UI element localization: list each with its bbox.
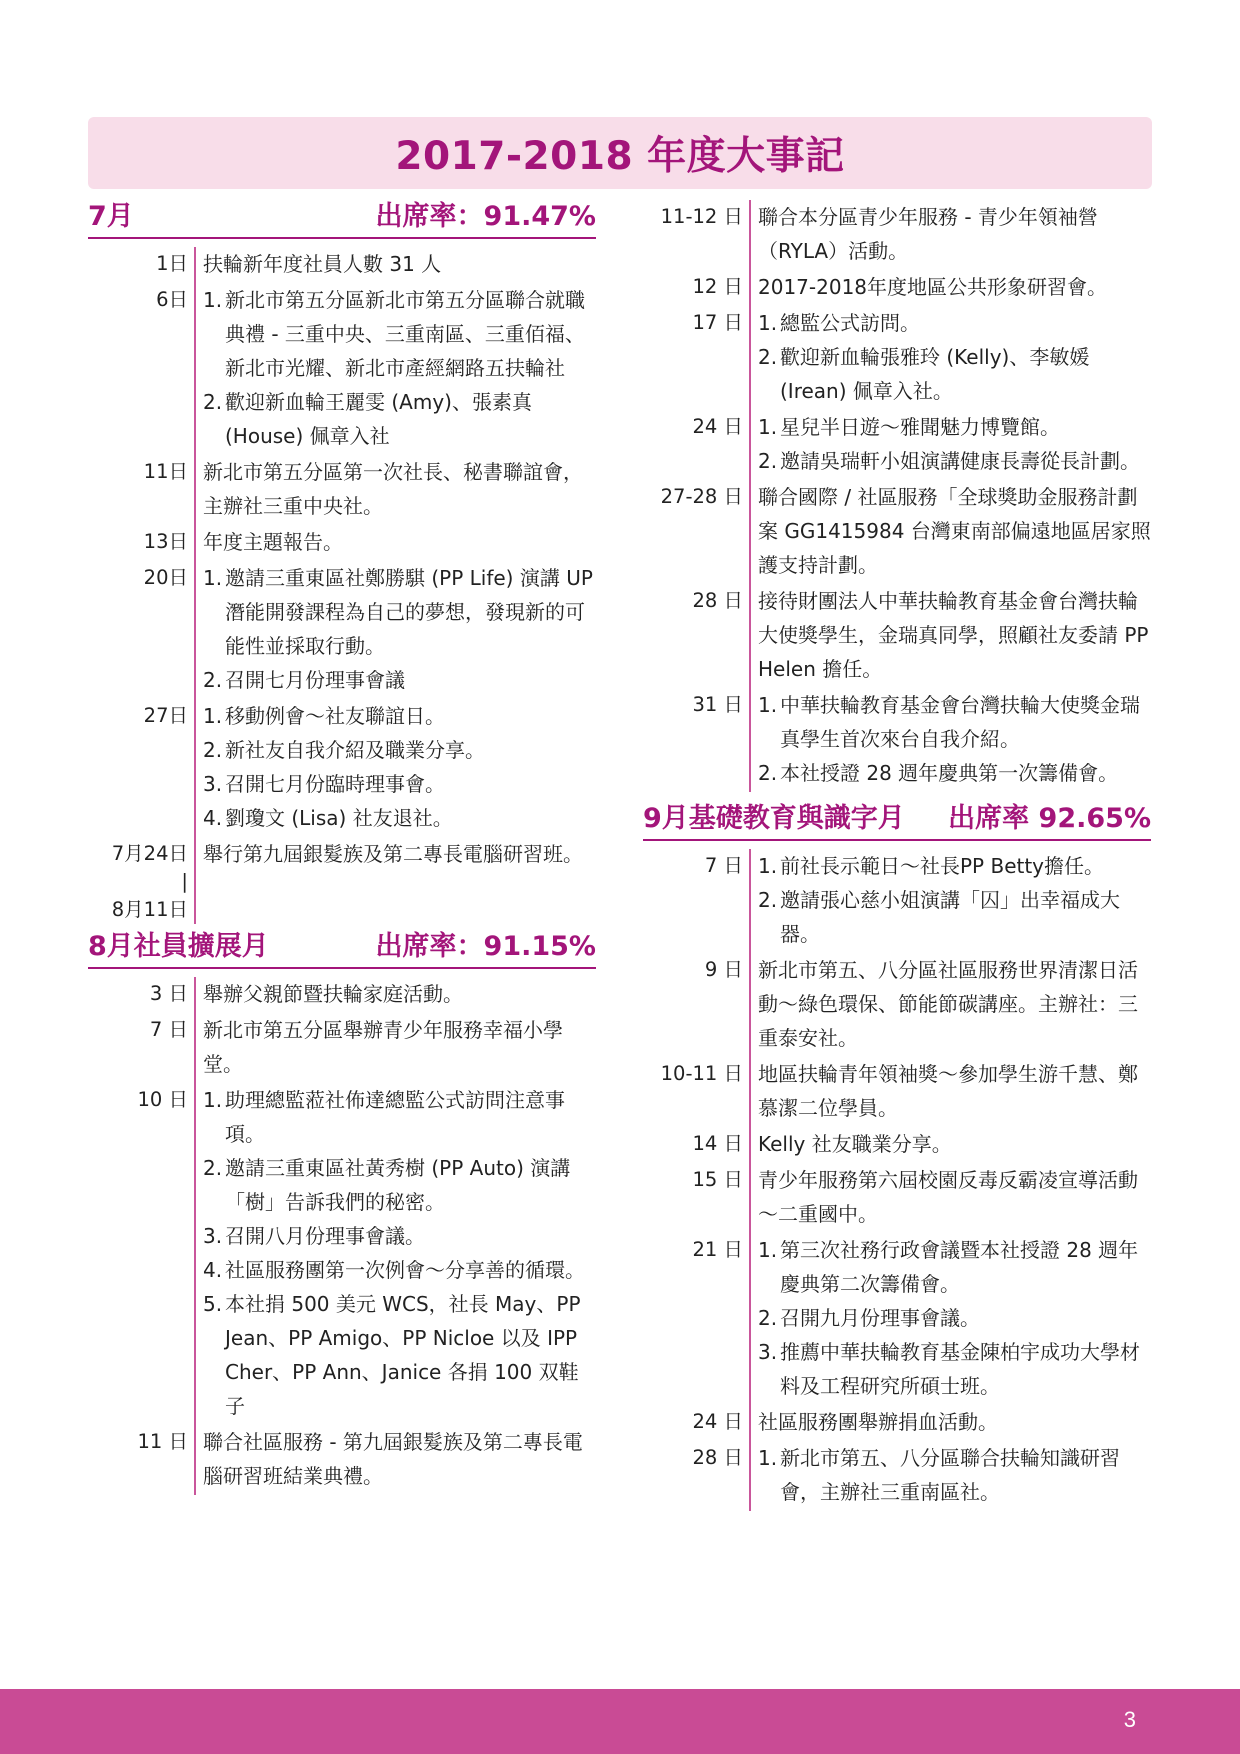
event-entry [88,561,596,699]
event-date: 24 日 [692,415,743,438]
event-date: 11 日 [137,1430,188,1453]
item-text: 召開八月份理事會議。 [225,1224,425,1248]
event-date: 27-28 日 [660,485,743,508]
event-list [88,977,596,1495]
event-date: 3 日 [149,982,188,1005]
event-content [194,837,596,924]
event-date: 15 日 [692,1168,743,1191]
event-item [203,733,596,767]
event-date: 24 日 [692,1410,743,1433]
event-item [758,688,1151,756]
event-date: 14 日 [692,1132,743,1155]
event-date: 28 日 [692,1446,743,1469]
event-entry [643,410,1151,480]
event-date-line: 7月24日 [111,842,188,865]
item-number: 1. [758,311,778,335]
item-text: 召開七月份臨時理事會。 [225,772,445,796]
month-section [643,200,1151,792]
item-number: 2. [758,1306,778,1330]
item-number: 2. [203,668,223,692]
item-number: 2. [203,1156,223,1180]
event-item [203,1083,596,1151]
item-text: 召開七月份理事會議 [225,668,405,692]
item-number: 2. [758,888,778,912]
item-text: 本社授證 28 週年慶典第一次籌備會。 [780,761,1119,785]
event-content [749,200,1151,270]
event-entry [643,200,1151,270]
item-text: 邀請三重東區社黃秀樹 (PP Auto) 演講「樹」告訴我們的秘密。 [225,1156,571,1214]
item-text: 邀請三重東區社鄭勝騏 (PP Life) 演講 UP 潛能開發課程為自己的夢想，發現新的可能性並採取行動。 [225,566,593,658]
item-number: 4. [203,806,223,830]
event-content [194,561,596,699]
item-number: 2. [758,449,778,473]
event-date: 11日 [143,460,188,483]
item-number: 1. [758,1238,778,1262]
item-number: 2. [758,345,778,369]
event-content [194,283,596,455]
event-content [749,410,1151,480]
item-number: 1. [203,704,223,728]
item-number: 2. [758,761,778,785]
item-text: 星兒半日遊～雅聞魅力博覽館。 [780,415,1060,439]
event-item [758,849,1151,883]
item-text: 前社長示範日～社長PP Betty擔任。 [780,854,1105,878]
item-number: 1. [203,566,223,590]
event-date: 31 日 [692,693,743,716]
event-content [749,1163,1151,1233]
event-item [758,410,1151,444]
event-item [203,1151,596,1219]
event-entry [88,977,596,1013]
attendance-rate: 出席率：91.15% [375,931,596,962]
event-content [749,1057,1151,1127]
event-entry [643,953,1151,1057]
event-content [749,688,1151,792]
event-item [203,801,596,835]
left-column [88,200,596,1501]
event-text: 接待財團法人中華扶輪教育基金會台灣扶輪大使獎學生，金瑞真同學，照顧社友委請 PP Helen 擔任。 [758,589,1149,681]
event-content [194,455,596,525]
event-item [758,340,1151,408]
event-date-line: 8月11日 [111,898,188,921]
event-item [203,1287,596,1423]
event-entry [643,1405,1151,1441]
event-content [194,525,596,561]
event-entry [643,688,1151,792]
attendance-rate: 出席率 92.65% [948,803,1151,834]
event-date [88,837,194,924]
event-item [758,444,1151,478]
event-date: 1日 [156,252,188,275]
event-entry [643,306,1151,410]
section-heading: 7月 [88,201,134,232]
item-text: 社區服務團第一次例會～分享善的循環。 [225,1258,585,1282]
item-number: 1. [758,415,778,439]
item-text: 助理總監蒞社佈達總監公式訪問注意事項。 [225,1088,565,1146]
item-text: 移動例會～社友聯誼日。 [225,704,445,728]
event-item [758,1335,1151,1403]
event-item [758,1441,1151,1509]
event-date: 28 日 [692,589,743,612]
event-list [643,849,1151,1511]
event-entry [88,1013,596,1083]
event-item [203,1219,596,1253]
event-date: 7 日 [149,1018,188,1041]
item-number: 1. [758,854,778,878]
page-number: 3 [1123,1707,1136,1732]
event-date: 7 日 [704,854,743,877]
item-number: 4. [203,1258,223,1282]
event-content [194,1083,596,1425]
item-text: 中華扶輪教育基金會台灣扶輪大使獎金瑞真學生首次來台自我介紹。 [780,693,1140,751]
event-entry [88,525,596,561]
event-entry [643,1057,1151,1127]
event-text: 聯合國際 / 社區服務「全球獎助金服務計劃案 GG1415984 台灣東南部偏遠地區居家照護支持計劃。 [758,485,1151,577]
event-entry [88,283,596,455]
event-date: 12 日 [692,275,743,298]
event-content [194,699,596,837]
event-content [749,1441,1151,1511]
section-header [88,930,596,969]
item-text: 召開九月份理事會議。 [780,1306,980,1330]
month-section [643,802,1151,1511]
event-date: 20日 [143,566,188,589]
item-number: 5. [203,1292,223,1316]
event-item [203,385,596,453]
event-date: 10-11 日 [660,1062,743,1085]
event-item [203,1253,596,1287]
event-content [749,480,1151,584]
event-content [749,953,1151,1057]
item-text: 總監公式訪問。 [780,311,920,335]
event-entry [643,584,1151,688]
event-item [203,767,596,801]
event-content [749,306,1151,410]
event-item [203,699,596,733]
event-item [203,561,596,663]
item-text: 新北市第五分區新北市第五分區聯合就職典禮 - 三重中央、三重南區、三重佰福、新北市光耀、新北市產經網路五扶輪社 [225,288,585,380]
event-item [758,306,1151,340]
event-entry [643,1233,1151,1405]
event-item [758,1233,1151,1301]
section-heading: 9月基礎教育與識字月 [643,803,905,834]
event-list [88,247,596,924]
section-header [643,802,1151,841]
event-text: 聯合本分區青少年服務 - 青少年領袖營（RYLA）活動。 [758,205,1098,263]
event-entry [88,699,596,837]
item-text: 劉瓊文 (Lisa) 社友退社。 [225,806,453,830]
event-entry [88,247,596,283]
item-text: 邀請張心慈小姐演講「囚」出幸福成大器。 [780,888,1120,946]
event-entry [88,455,596,525]
footer-bar [0,1689,1240,1754]
month-section [88,930,596,1495]
event-text: 舉行第九屆銀髮族及第二專長電腦研習班。 [203,842,583,866]
item-number: 2. [203,738,223,762]
item-number: 1. [758,1446,778,1470]
event-text: 2017-2018年度地區公共形象研習會。 [758,275,1108,299]
event-entry [88,1083,596,1425]
event-text: 舉辦父親節暨扶輪家庭活動。 [203,982,463,1006]
event-item [758,1301,1151,1335]
month-section [88,200,596,924]
event-entry [643,270,1151,306]
item-text: 歡迎新血輪王麗雯 (Amy)、張素真 (House) 佩章入社 [225,390,532,448]
item-text: 本社捐 500 美元 WCS，社長 May、PP Jean、PP Amigo、PP Nicloe 以及 IPP Cher、PP Ann、Janice 各捐 100 双鞋子 [225,1292,581,1418]
event-date: 9 日 [704,958,743,981]
event-text: 新北市第五分區舉辦青少年服務幸福小學堂。 [203,1018,563,1076]
event-text: 新北市第五分區第一次社長、秘書聯誼會，主辦社三重中央社。 [203,460,583,518]
event-text: 扶輪新年度社員人數 31 人 [203,252,442,276]
item-number: 1. [203,288,223,312]
item-text: 新社友自我介紹及職業分享。 [225,738,485,762]
event-entry [643,480,1151,584]
event-text: 青少年服務第六屆校園反毒反霸凌宣導活動～二重國中。 [758,1168,1138,1226]
event-item [203,663,596,697]
event-entry [643,1163,1151,1233]
item-text: 第三次社務行政會議暨本社授證 28 週年慶典第二次籌備會。 [780,1238,1139,1296]
event-content [194,247,596,283]
event-item [758,756,1151,790]
event-content [749,584,1151,688]
event-date: 10 日 [137,1088,188,1111]
page-title: 2017-2018 年度大事記 [395,134,845,179]
event-entry [643,849,1151,953]
event-text: Kelly 社友職業分享。 [758,1132,952,1156]
event-content [749,270,1151,306]
item-text: 推薦中華扶輪教育基金陳柏宇成功大學材料及工程研究所碩士班。 [780,1340,1140,1398]
event-entry [88,837,596,924]
event-item [203,283,596,385]
event-list [643,200,1151,792]
event-entry [643,1127,1151,1163]
event-date: 6日 [156,288,188,311]
event-date: 11-12 日 [660,205,743,228]
event-date: 17 日 [692,311,743,334]
item-number: 3. [203,772,223,796]
title-banner [88,117,1152,189]
item-number: 1. [758,693,778,717]
event-content [749,849,1151,953]
event-content [194,1425,596,1495]
event-entry [88,1425,596,1495]
item-number: 2. [203,390,223,414]
event-entry [643,1441,1151,1511]
event-text: 新北市第五、八分區社區服務世界清潔日活動～綠色環保、節能節碳講座。主辦社：三重泰安社。 [758,958,1138,1050]
item-text: 歡迎新血輪張雅玲 (Kelly)、李敏媛 (Irean) 佩章入社。 [780,345,1090,403]
event-content [749,1233,1151,1405]
event-content [194,1013,596,1083]
event-text: 社區服務團舉辦捐血活動。 [758,1410,998,1434]
event-content [749,1127,1151,1163]
item-text: 新北市第五、八分區聯合扶輪知識研習會，主辦社三重南區社。 [780,1446,1120,1504]
event-content [194,977,596,1013]
event-text: 年度主題報告。 [203,530,343,554]
event-date: 21 日 [692,1238,743,1261]
event-item [758,883,1151,951]
event-content [749,1405,1151,1441]
right-column [643,200,1151,1517]
item-number: 3. [758,1340,778,1364]
event-date: 27日 [143,704,188,727]
event-text: 聯合社區服務 - 第九屆銀髮族及第二專長電腦研習班結業典禮。 [203,1430,583,1488]
item-number: 1. [203,1088,223,1112]
section-header [88,200,596,239]
item-number: 3. [203,1224,223,1248]
event-date: 13日 [143,530,188,553]
event-date-line: | [181,870,188,893]
attendance-rate: 出席率：91.47% [375,201,596,232]
event-text: 地區扶輪青年領袖獎～參加學生游千慧、鄭慕潔二位學員。 [758,1062,1138,1120]
item-text: 邀請吳瑞軒小姐演講健康長壽從長計劃。 [780,449,1140,473]
section-heading: 8月社員擴展月 [88,931,269,962]
